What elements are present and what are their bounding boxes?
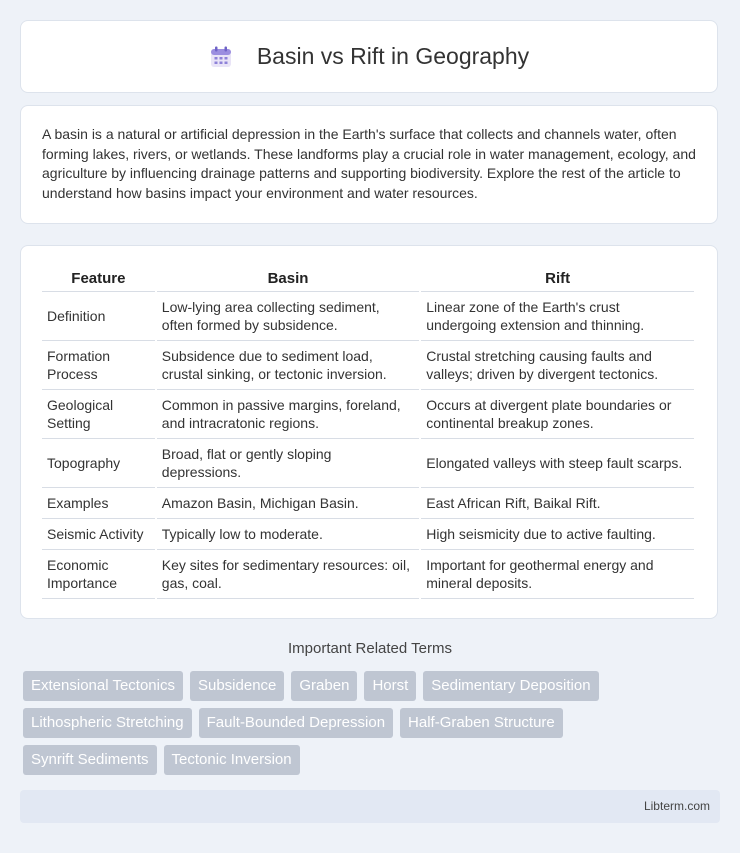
feature-cell: Definition <box>42 292 155 341</box>
rift-cell: Linear zone of the Earth's crust undergoing extension and thinning. <box>421 292 694 341</box>
tag-lithospheric-stretching[interactable]: Lithospheric Stretching <box>23 708 192 738</box>
tag-subsidence[interactable]: Subsidence <box>190 671 284 701</box>
title-card <box>20 20 718 93</box>
basin-cell: Amazon Basin, Michigan Basin. <box>157 488 419 519</box>
feature-cell: Examples <box>42 488 155 519</box>
tag-row <box>23 745 723 775</box>
table-row <box>42 292 694 341</box>
table-row <box>42 550 694 599</box>
basin-cell: Broad, flat or gently sloping depressions. <box>157 439 419 488</box>
rift-cell: Elongated valleys with steep fault scarps. <box>421 439 694 488</box>
feature-cell: Economic Importance <box>42 550 155 599</box>
comparison-card <box>20 245 718 619</box>
basin-cell: Key sites for sedimentary resources: oil, gas, coal. <box>157 550 419 599</box>
page-title: Basin vs Rift in Geography <box>256 43 530 69</box>
tag-extensional-tectonics[interactable]: Extensional Tectonics <box>23 671 183 701</box>
header-basin: Basin <box>157 266 419 292</box>
table-row <box>42 519 694 550</box>
feature-cell: Topography <box>42 439 155 488</box>
related-terms <box>23 671 723 782</box>
footer-site-link[interactable]: Libterm.com <box>643 799 710 813</box>
related-terms-title: Important Related Terms <box>288 640 452 657</box>
basin-cell: Subsidence due to sediment load, crustal sinking, or tectonic inversion. <box>157 341 419 390</box>
table-row <box>42 488 694 519</box>
basin-cell: Low-lying area collecting sediment, often formed by subsidence. <box>157 292 419 341</box>
comparison-table <box>40 266 696 599</box>
table-row <box>42 390 694 439</box>
table-row <box>42 341 694 390</box>
calendar-icon <box>209 45 233 69</box>
tag-sedimentary-deposition[interactable]: Sedimentary Deposition <box>423 671 598 701</box>
tag-synrift-sediments[interactable]: Synrift Sediments <box>23 745 157 775</box>
rift-cell: East African Rift, Baikal Rift. <box>421 488 694 519</box>
rift-cell: Important for geothermal energy and mineral deposits. <box>421 550 694 599</box>
header-rift: Rift <box>421 266 694 292</box>
basin-cell: Common in passive margins, foreland, and intracratonic regions. <box>157 390 419 439</box>
feature-cell: Formation Process <box>42 341 155 390</box>
rift-cell: Crustal stretching causing faults and valleys; driven by divergent tectonics. <box>421 341 694 390</box>
feature-cell: Seismic Activity <box>42 519 155 550</box>
footer <box>20 790 720 823</box>
rift-cell: Occurs at divergent plate boundaries or continental breakup zones. <box>421 390 694 439</box>
basin-cell: Typically low to moderate. <box>157 519 419 550</box>
feature-cell: Geological Setting <box>42 390 155 439</box>
table-row <box>42 439 694 488</box>
table-header-row <box>42 266 694 292</box>
tag-tectonic-inversion[interactable]: Tectonic Inversion <box>164 745 300 775</box>
tag-row <box>23 671 723 701</box>
tag-fault-bounded-depression[interactable]: Fault-Bounded Depression <box>199 708 393 738</box>
intro-card <box>20 105 718 224</box>
intro-text: A basin is a natural or artificial depression in the Earth's surface that collects and channels water, often forming lakes, rivers, or wetlands. These landforms play a crucial role in water management, ecology, and agriculture by influencing drainage patterns and supporting biodiversity. Explore the rest of the article to understand how basins impact your environment and water resources. <box>42 126 696 201</box>
tag-graben[interactable]: Graben <box>291 671 357 701</box>
tag-horst[interactable]: Horst <box>364 671 416 701</box>
header-feature: Feature <box>42 266 155 292</box>
tag-row <box>23 708 723 738</box>
rift-cell: High seismicity due to active faulting. <box>421 519 694 550</box>
tag-half-graben-structure[interactable]: Half-Graben Structure <box>400 708 563 738</box>
